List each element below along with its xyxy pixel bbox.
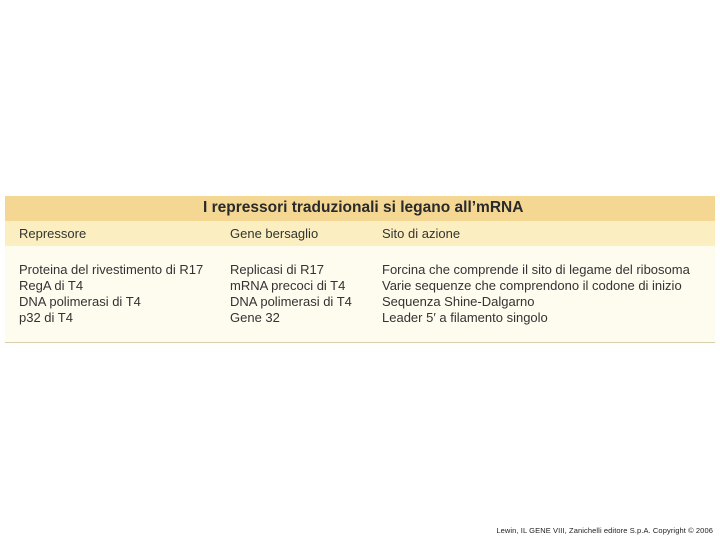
header-action-site: Sito di azione	[382, 226, 461, 241]
table-cell: Leader 5′ a filamento singolo	[382, 310, 548, 325]
copyright-footer: Lewin, IL GENE VIII, Zanichelli editore S.p.A. Copyright © 2006	[496, 526, 713, 535]
header-target-gene: Gene bersaglio	[230, 226, 319, 241]
table-cell: Replicasi di R17	[230, 262, 324, 277]
table-cell: Forcina che comprende il sito di legame del ribosoma	[382, 262, 690, 277]
table-header-row	[5, 221, 715, 246]
header-repressor: Repressore	[19, 226, 87, 241]
column-action-site	[382, 262, 690, 326]
table-title: I repressori traduzionali si legano all’mRNA	[203, 199, 524, 216]
table-cell: Varie sequenze che comprendono il codone di inizio	[382, 278, 682, 293]
table-cell: Sequenza Shine-Dalgarno	[382, 294, 535, 309]
table-cell: mRNA precoci di T4	[230, 278, 346, 293]
table-cell: p32 di T4	[19, 310, 73, 325]
table-title-band	[5, 196, 715, 221]
column-repressor	[19, 262, 203, 326]
repressor-table	[5, 196, 715, 343]
table-cell: DNA polimerasi di T4	[230, 294, 352, 309]
table-cell: RegA di T4	[19, 278, 84, 293]
table-cell: Proteina del rivestimento di R17	[19, 262, 204, 277]
table-cell: Gene 32	[230, 310, 280, 325]
column-target-gene	[230, 262, 352, 326]
table-cell: DNA polimerasi di T4	[19, 294, 141, 309]
